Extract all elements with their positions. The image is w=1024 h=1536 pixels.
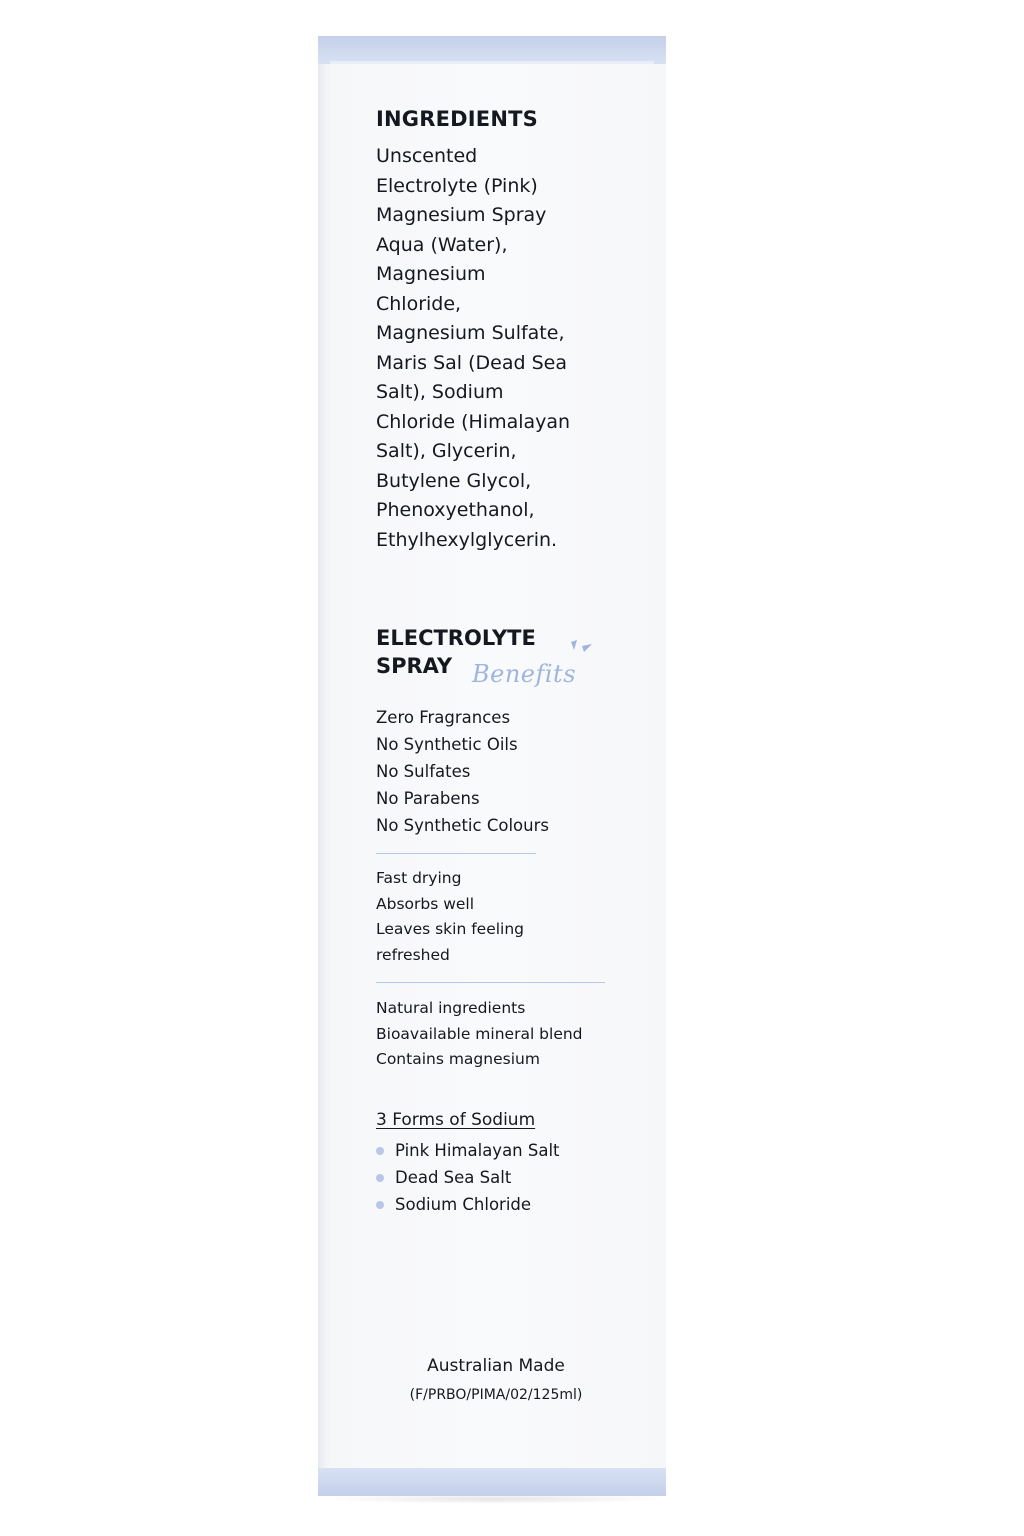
benefits-heading-line2: SPRAY bbox=[376, 654, 453, 678]
bullet-dot-icon bbox=[376, 1147, 384, 1155]
list-item-label: Pink Himalayan Salt bbox=[395, 1141, 560, 1160]
list-item bbox=[376, 1164, 560, 1191]
ingredients-section bbox=[376, 104, 636, 555]
origin-made: Australian Made bbox=[427, 1356, 565, 1376]
list-item-label: Dead Sea Salt bbox=[395, 1168, 512, 1187]
ingredient-line: Chloride (Himalayan bbox=[376, 410, 571, 433]
bullet-dot-icon bbox=[376, 1201, 384, 1209]
list-item: Leaves skin feeling bbox=[376, 920, 525, 938]
list-item: No Synthetic Colours bbox=[376, 816, 549, 835]
product-code: (F/PRBO/PIMA/02/125ml) bbox=[409, 1387, 583, 1403]
ingredient-line: Unscented bbox=[376, 145, 478, 167]
list-item: Contains magnesium bbox=[376, 1050, 540, 1068]
ingredient-line: Ethylhexylglycerin. bbox=[376, 528, 558, 551]
list-item: No Parabens bbox=[376, 789, 480, 808]
divider bbox=[376, 982, 605, 983]
ingredient-line: Chloride, bbox=[376, 292, 462, 315]
bullet-dot-icon bbox=[376, 1174, 384, 1182]
list-item: refreshed bbox=[376, 945, 450, 964]
composition-list bbox=[376, 996, 583, 1073]
list-item-label: Sodium Chloride bbox=[395, 1195, 532, 1214]
ingredients-title: INGREDIENTS bbox=[376, 107, 538, 131]
box-left-edge bbox=[318, 64, 326, 1468]
ingredient-line: Electrolyte (Pink) bbox=[376, 174, 538, 197]
list-item: Absorbs well bbox=[376, 894, 475, 913]
ingredient-line: Magnesium Sulfate, bbox=[376, 322, 565, 344]
list-item: No Sulfates bbox=[376, 762, 471, 781]
ingredient-line: Maris Sal (Dead Sea bbox=[376, 351, 567, 374]
free-from-list bbox=[376, 704, 549, 839]
list-item: Fast drying bbox=[376, 869, 462, 887]
benefits-heading bbox=[376, 624, 636, 688]
divider bbox=[376, 853, 536, 854]
sodium-heading: 3 Forms of Sodium bbox=[376, 1110, 536, 1130]
list-item bbox=[376, 1191, 560, 1218]
list-item bbox=[376, 1137, 560, 1164]
list-item: Zero Fragrances bbox=[376, 708, 511, 727]
ingredient-line: Magnesium bbox=[376, 263, 486, 285]
ingredients-list bbox=[376, 142, 636, 555]
ingredient-line: Phenoxyethanol, bbox=[376, 499, 535, 521]
sodium-list bbox=[376, 1137, 560, 1218]
list-item: No Synthetic Oils bbox=[376, 735, 518, 754]
benefits-script-word: Benefits bbox=[472, 660, 577, 688]
ingredient-line: Salt), Glycerin, bbox=[376, 440, 517, 462]
box-bottom-flap bbox=[318, 1468, 666, 1496]
box-top-flap bbox=[318, 36, 666, 64]
ingredient-line: Magnesium Spray bbox=[376, 204, 547, 226]
ingredient-line: Salt), Sodium bbox=[376, 381, 504, 403]
ingredient-line: Butylene Glycol, bbox=[376, 469, 532, 492]
list-item: Natural ingredients bbox=[376, 999, 526, 1017]
feel-list bbox=[376, 866, 524, 968]
sparkle-icon bbox=[568, 636, 596, 658]
benefits-heading-line1: ELECTROLYTE bbox=[376, 626, 536, 650]
ingredient-line: Aqua (Water), bbox=[376, 233, 508, 256]
list-item: Bioavailable mineral blend bbox=[376, 1024, 583, 1043]
